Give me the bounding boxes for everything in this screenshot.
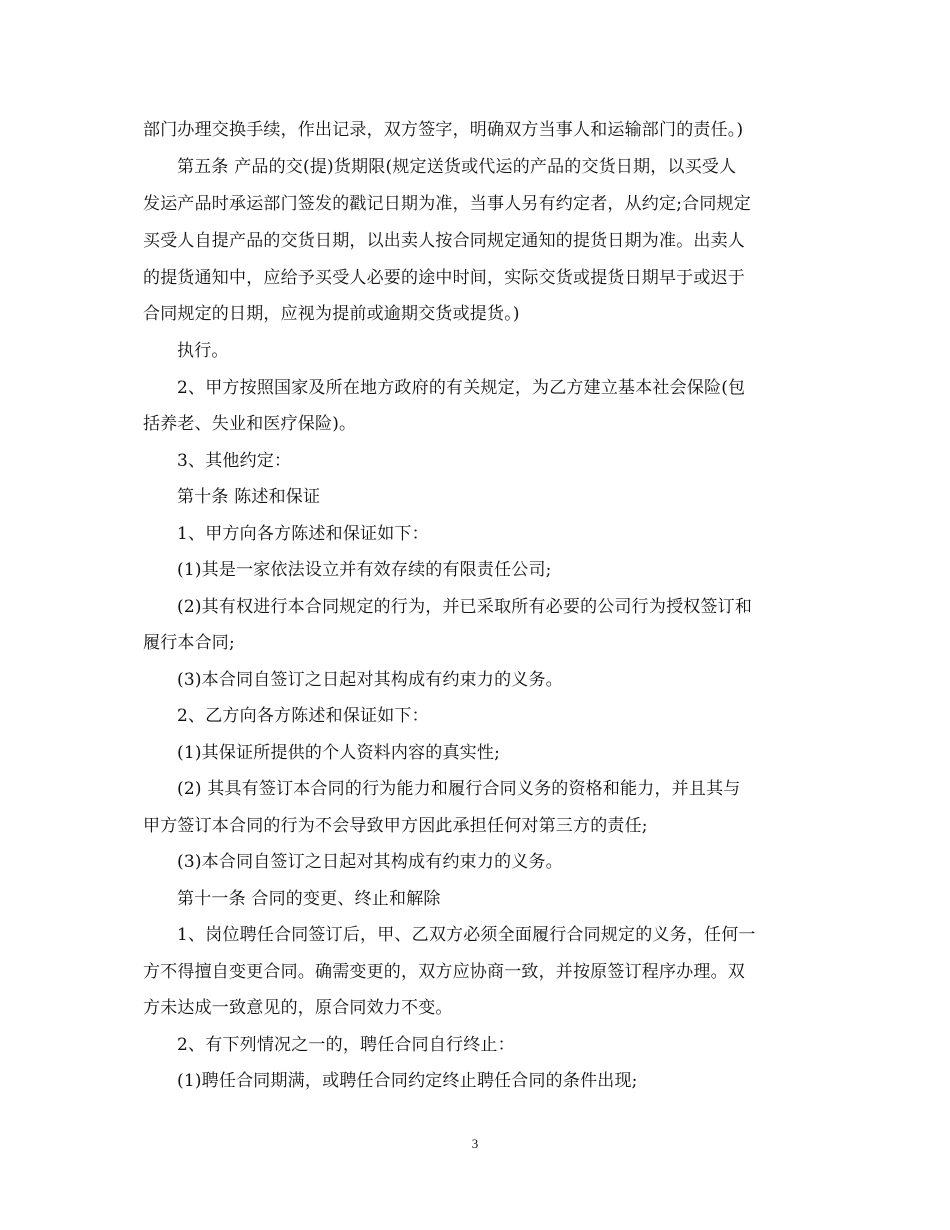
text-line: 2、乙方向各方陈述和保证如下： xyxy=(177,706,429,726)
text-line: 买受人自提产品的交货日期，以出卖人按合同规定通知的提货日期为准。出卖人 xyxy=(143,231,745,251)
section-heading: 第十条 陈述和保证 xyxy=(177,487,321,507)
text-line: 甲方签订本合同的行为不会导致甲方因此承担任何对第三方的责任; xyxy=(143,816,648,836)
text-line: 方未达成一致意见的，原合同效力不变。 xyxy=(143,998,453,1018)
text-line: 3、其他约定： xyxy=(177,451,292,471)
text-line: 的提货通知中，应给予买受人必要的途中时间，实际交货或提货日期早于或迟于 xyxy=(143,268,745,288)
text-line: 1、甲方向各方陈述和保证如下： xyxy=(177,524,429,544)
text-line: 发运产品时承运部门签发的戳记日期为准，当事人另有约定者，从约定;合同规定 xyxy=(143,194,751,214)
text-line: (1)其是一家依法设立并有效存续的有限责任公司; xyxy=(177,560,552,580)
text-line: (1)聘任合同期满，或聘任合同约定终止聘任合同的条件出现; xyxy=(177,1071,638,1091)
text-line: 部门办理交换手续，作出记录，双方签字，明确双方当事人和运输部门的责任。) xyxy=(143,120,744,140)
text-line: 2、甲方按照国家及所在地方政府的有关规定，为乙方建立基本社会保险(包 xyxy=(177,378,746,398)
text-line: 第五条 产品的交(提)货期限(规定送货或代运的产品的交货日期，以买受人 xyxy=(177,157,737,177)
text-line: 合同规定的日期，应视为提前或逾期交货或提货。) xyxy=(143,304,520,324)
text-line: 履行本合同; xyxy=(143,633,235,653)
text-line: (2) 其具有签订本合同的行为能力和履行合同义务的资格和能力，并且其与 xyxy=(177,779,741,799)
text-line: 括养老、失业和医疗保险)。 xyxy=(143,414,357,434)
section-heading: 第十一条 合同的变更、终止和解除 xyxy=(177,889,441,909)
text-line: (2)其有权进行本合同规定的行为，并已采取所有必要的公司行为授权签订和 xyxy=(177,597,753,617)
text-line: 2、有下列情况之一的，聘任合同自行终止： xyxy=(177,1035,515,1055)
page-number: 3 xyxy=(471,1136,479,1151)
text-line: (3)本合同自签订之日起对其构成有约束力的义务。 xyxy=(177,852,563,872)
text-line: 1、岗位聘任合同签订后，甲、乙双方必须全面履行合同规定的义务，任何一 xyxy=(177,925,756,945)
text-line: (1)其保证所提供的个人资料内容的真实性; xyxy=(177,743,501,763)
text-line: (3)本合同自签订之日起对其构成有约束力的义务。 xyxy=(177,670,563,690)
text-line: 执行。 xyxy=(177,341,229,361)
text-line: 方不得擅自变更合同。确需变更的，双方应协商一致，并按原签订程序办理。双 xyxy=(143,962,745,982)
